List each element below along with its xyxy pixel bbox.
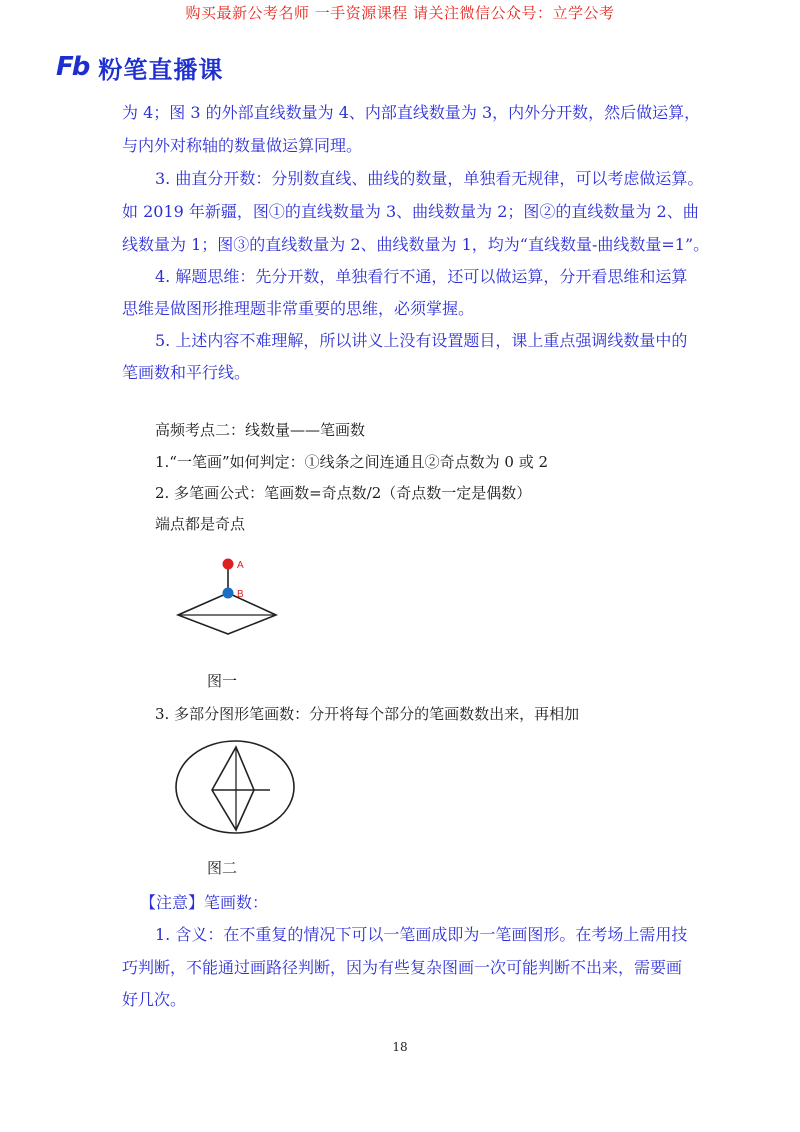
point-b-label: B <box>237 589 244 600</box>
body-line: 为 4；图 3 的外部直线数量为 4、内部直线数量为 3，内外分开数，然后做运算， <box>122 103 701 122</box>
rule-item-3: 3. 多部分图形笔画数：分开将每个部分的笔画数数出来，再相加 <box>155 705 580 723</box>
section-title: 高频考点二：线数量——笔画数 <box>155 421 366 439</box>
body-line: 与内外对称轴的数量做运算同理。 <box>122 136 363 155</box>
figure-two-diagram <box>172 737 298 837</box>
diamond-shape <box>178 593 276 634</box>
body-line: 4. 解题思维：先分开数，单独看行不通，还可以做运算，分开看思维和运算 <box>155 267 688 286</box>
promo-banner: 购买最新公考名师 一手资源课程 请关注微信公众号：立学公考 <box>185 4 615 22</box>
figure-two-caption: 图二 <box>207 859 238 877</box>
body-line: 思维是做图形推理题非常重要的思维，必须掌握。 <box>122 299 475 318</box>
body-line: 3. 曲直分开数：分别数直线、曲线的数量，单独看无规律，可以考虑做运算。 <box>155 169 704 188</box>
rule-item-2: 2. 多笔画公式：笔画数=奇点数/2（奇点数一定是偶数） <box>155 484 532 502</box>
endpoint-note: 端点都是奇点 <box>155 515 246 533</box>
point-b-marker <box>223 588 234 599</box>
outer-ellipse <box>176 741 294 833</box>
body-line: 5. 上述内容不难理解，所以讲义上没有设置题目，课上重点强调线数量中的 <box>155 331 688 350</box>
notice-line: 1. 含义：在不重复的情况下可以一笔画成即为一笔画图形。在考场上需用技 <box>155 925 688 944</box>
brand-logo <box>56 52 223 82</box>
fb-logo-icon: Fb <box>56 52 89 82</box>
notice-title: 【注意】笔画数： <box>140 893 269 912</box>
brand-name: 粉笔直播课 <box>98 55 224 84</box>
notice-line: 好几次。 <box>122 990 187 1009</box>
body-line: 如 2019 年新疆，图①的直线数量为 3、曲线数量为 2；图②的直线数量为 2、曲 <box>122 202 699 221</box>
rule-item-1: 1.“一笔画”如何判定：①线条之间连通且②奇点数为 0 或 2 <box>155 453 549 471</box>
notice-line: 巧判断，不能通过画路径判断，因为有些复杂图画一次可能判断不出来，需要画 <box>122 958 683 977</box>
figure-one-caption: 图一 <box>207 672 238 690</box>
point-a-marker <box>223 559 234 570</box>
figure-one-diagram <box>170 552 290 642</box>
body-line: 笔画数和平行线。 <box>122 363 251 382</box>
body-line: 线数量为 1；图③的直线数量为 2、曲线数量为 1，均为“直线数量-曲线数量=1”。 <box>122 235 710 254</box>
page-number: 18 <box>392 1040 408 1054</box>
point-a-label: A <box>237 560 244 571</box>
inner-diamond <box>212 747 254 830</box>
